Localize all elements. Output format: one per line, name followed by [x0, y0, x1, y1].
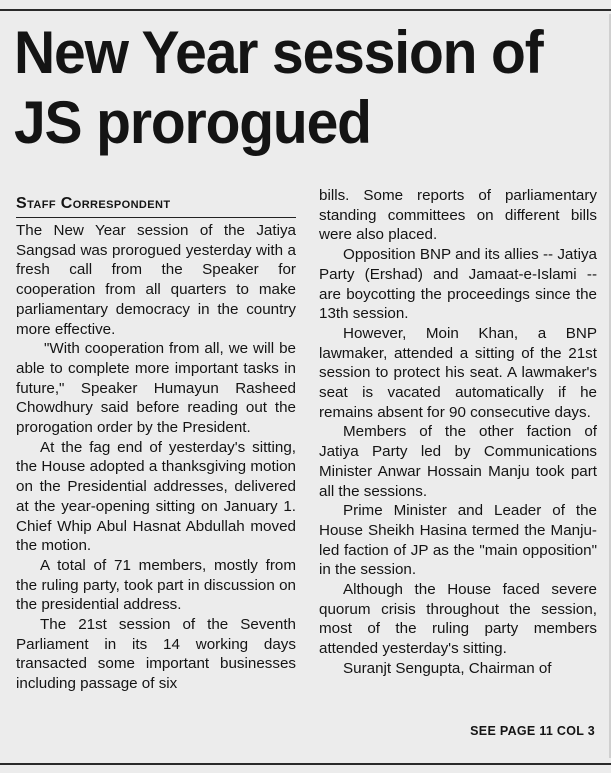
- paragraph: The New Year session of the Jatiya Sangsad was prorogued yesterday with a fresh call from the Speaker for cooperation from all quarters to make parliamentary democracy in the country more effective.: [16, 222, 296, 338]
- continued-jump-line: SEE PAGE 11 COL 3: [470, 724, 595, 738]
- column-2: [319, 186, 597, 679]
- headline-line-1: New Year session of: [14, 19, 543, 86]
- byline: Staff Correspondent: [16, 193, 296, 218]
- bottom-rule: [0, 763, 611, 765]
- top-rule: [0, 9, 611, 11]
- paragraph: The 21st session of the Seventh Parliament in its 14 working days transacted some important businesses including passage of six: [16, 616, 296, 693]
- paragraph: Prime Minister and Leader of the House Sheikh Hasina termed the Manju-led faction of JP as the "main opposition" in the session.: [319, 502, 597, 579]
- paragraph: At the fag end of yesterday's sitting, the House adopted a thanksgiving motion on the Presidential addresses, delivered at the year-opening sitting on January 1. Chief Whip Abul Hasnat Abdullah moved the motion.: [16, 438, 296, 555]
- column-1: [16, 221, 296, 694]
- headline: [14, 18, 570, 158]
- paragraph: However, Moin Khan, a BNP lawmaker, attended a sitting of the 21st session to protect his seat. A lawmaker's seat is vacated automatically if he remains absent for 90 consecutive days.: [319, 324, 597, 421]
- paragraph: bills. Some reports of parliamentary standing committees on different bills were also placed.: [319, 187, 597, 244]
- paragraph: A total of 71 members, mostly from the ruling party, took part in discussion on the presidential address.: [16, 556, 296, 614]
- paragraph: Suranjt Sengupta, Chairman of: [343, 659, 552, 677]
- headline-line-2: JS prorogued: [14, 89, 371, 156]
- paragraph: Opposition BNP and its allies -- Jatiya Party (Ershad) and Jamaat-e-Islami -- are boycotting the proceedings since the 13th session.: [319, 246, 597, 323]
- paragraph: Although the House faced severe quorum crisis throughout the session, most of the ruling party members attended yesterday's sitting.: [319, 581, 597, 658]
- paragraph: "With cooperation from all, we will be able to complete more important tasks in future," Speaker Humayun Rasheed Chowdhury said before reading out the prorogation order by the President.: [16, 340, 296, 437]
- paragraph: Members of the other faction of Jatiya Party led by Communications Minister Anwar Hossain Manju took part all the sessions.: [319, 423, 597, 500]
